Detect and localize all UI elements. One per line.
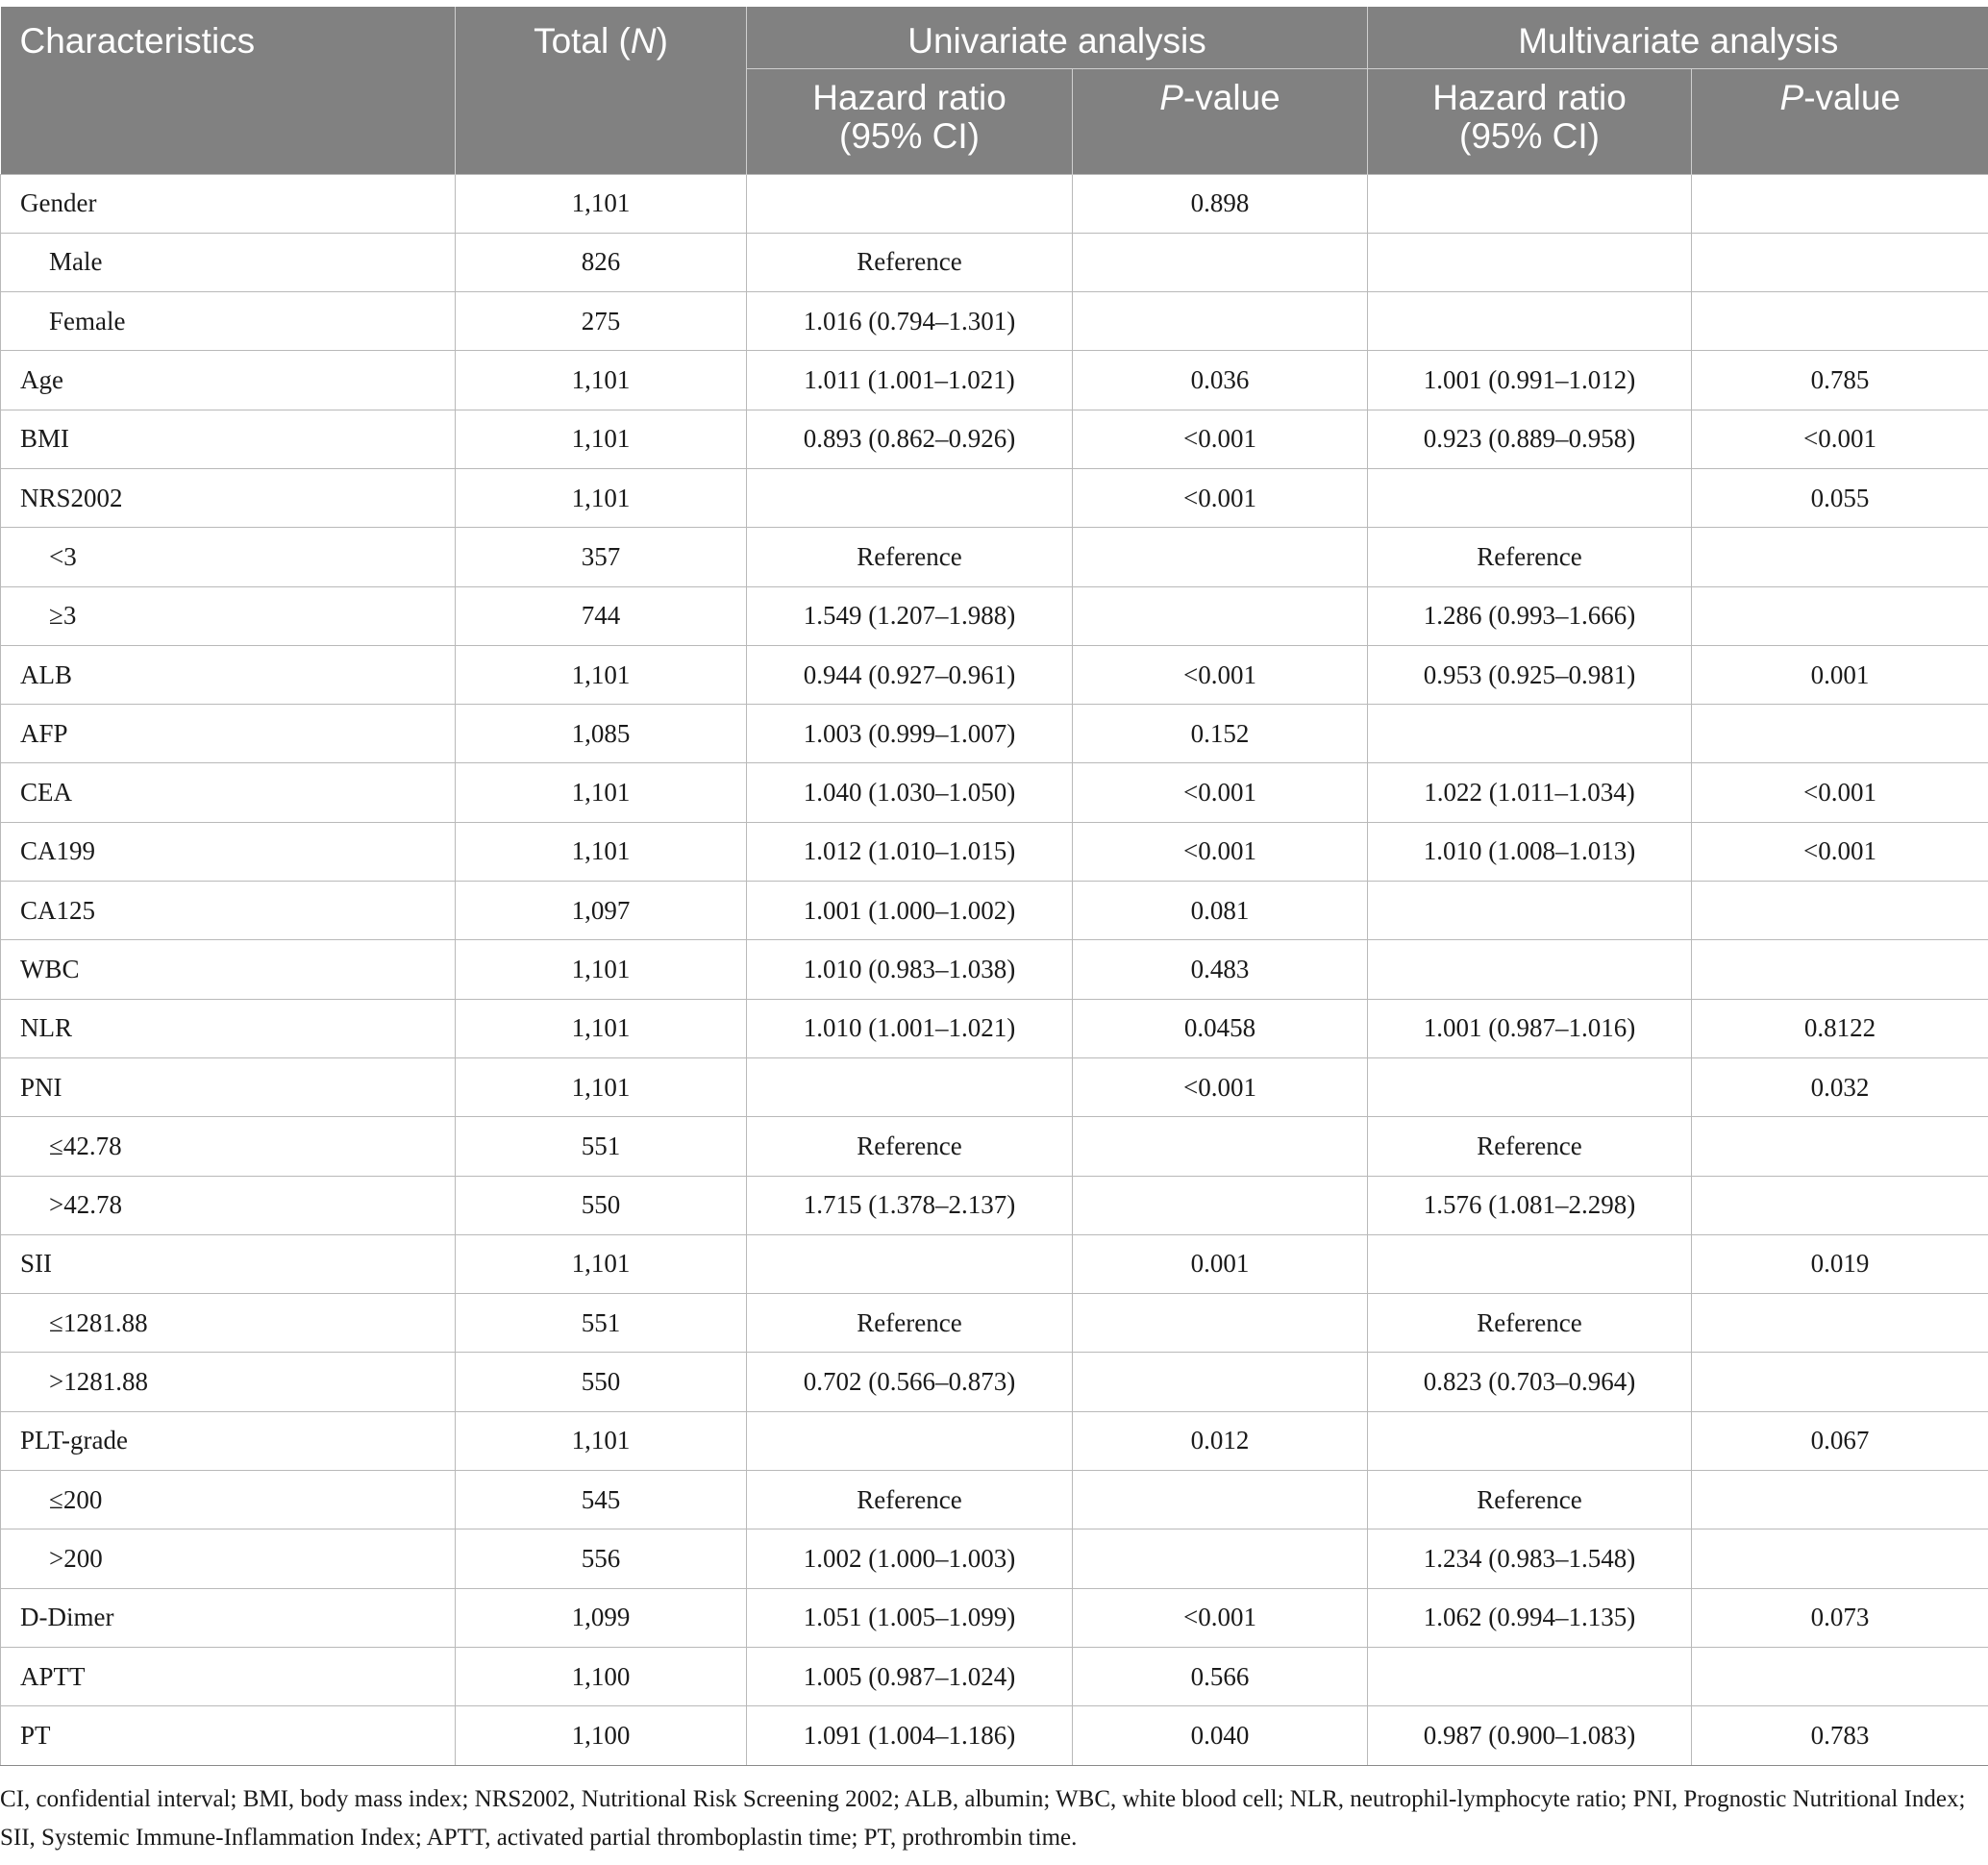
row-label: >1281.88 <box>1 1353 456 1411</box>
row-label: D-Dimer <box>1 1588 456 1647</box>
row-uni-p-value: 0.0458 <box>1073 999 1368 1057</box>
row-total: 1,101 <box>456 822 747 881</box>
row-uni-p-value: <0.001 <box>1073 645 1368 704</box>
row-multi-p-value <box>1692 1176 1988 1234</box>
table-row <box>1 410 1988 468</box>
table-row <box>1 882 1988 940</box>
row-uni-p-value: 0.152 <box>1073 705 1368 763</box>
table-row <box>1 468 1988 527</box>
row-multi-p-value: 0.019 <box>1692 1234 1988 1293</box>
table-row <box>1 1706 1988 1765</box>
table-row <box>1 351 1988 410</box>
table-row <box>1 1117 1988 1176</box>
row-uni-p-value <box>1073 1471 1368 1529</box>
row-total: 556 <box>456 1529 747 1588</box>
table-row <box>1 292 1988 351</box>
row-multi-hazard-ratio <box>1368 1647 1692 1705</box>
table-body <box>1 174 1988 1765</box>
row-label: Gender <box>1 174 456 233</box>
row-total: 550 <box>456 1353 747 1411</box>
header-univariate: Univariate analysis <box>747 7 1368 68</box>
row-label: CA125 <box>1 882 456 940</box>
row-multi-hazard-ratio <box>1368 882 1692 940</box>
row-multi-hazard-ratio <box>1368 940 1692 999</box>
row-uni-p-value <box>1073 1294 1368 1353</box>
header-total-suffix: ) <box>656 21 668 61</box>
row-label: CEA <box>1 763 456 822</box>
row-multi-hazard-ratio <box>1368 1411 1692 1470</box>
header-multi-p-italic: P <box>1779 77 1804 117</box>
header-multi-hr-line1: Hazard ratio <box>1432 77 1627 117</box>
row-uni-hazard-ratio: Reference <box>747 1471 1073 1529</box>
table-row <box>1 645 1988 704</box>
table-row <box>1 999 1988 1057</box>
row-label: NLR <box>1 999 456 1057</box>
header-uni-hr-line1: Hazard ratio <box>812 77 1006 117</box>
row-multi-p-value <box>1692 1117 1988 1176</box>
row-uni-p-value: 0.081 <box>1073 882 1368 940</box>
row-total: 1,101 <box>456 999 747 1057</box>
row-multi-hazard-ratio: 1.286 (0.993–1.666) <box>1368 586 1692 645</box>
row-label: Female <box>1 292 456 351</box>
row-uni-p-value: <0.001 <box>1073 410 1368 468</box>
header-characteristics: Characteristics <box>1 7 456 174</box>
table-row <box>1 1588 1988 1647</box>
row-multi-hazard-ratio: 1.576 (1.081–2.298) <box>1368 1176 1692 1234</box>
row-label: ≤42.78 <box>1 1117 456 1176</box>
row-total: 550 <box>456 1176 747 1234</box>
row-uni-hazard-ratio: 1.040 (1.030–1.050) <box>747 763 1073 822</box>
row-multi-hazard-ratio: 0.953 (0.925–0.981) <box>1368 645 1692 704</box>
table-row <box>1 705 1988 763</box>
table-row <box>1 1647 1988 1705</box>
row-label: PT <box>1 1706 456 1765</box>
table-row <box>1 1294 1988 1353</box>
row-uni-hazard-ratio: 1.016 (0.794–1.301) <box>747 292 1073 351</box>
row-multi-p-value <box>1692 1529 1988 1588</box>
row-label: WBC <box>1 940 456 999</box>
row-multi-hazard-ratio: 1.062 (0.994–1.135) <box>1368 1588 1692 1647</box>
row-total: 545 <box>456 1471 747 1529</box>
table-row <box>1 940 1988 999</box>
header-uni-hr-line2: (95% CI) <box>839 115 980 156</box>
row-uni-p-value <box>1073 292 1368 351</box>
row-total: 1,100 <box>456 1647 747 1705</box>
header-total-n: N <box>630 21 657 61</box>
row-label: ≥3 <box>1 586 456 645</box>
row-label: ≤1281.88 <box>1 1294 456 1353</box>
row-multi-p-value: <0.001 <box>1692 763 1988 822</box>
row-uni-p-value <box>1073 1176 1368 1234</box>
row-uni-p-value <box>1073 528 1368 586</box>
row-multi-p-value: 0.073 <box>1692 1588 1988 1647</box>
row-uni-hazard-ratio: 1.010 (0.983–1.038) <box>747 940 1073 999</box>
row-label: PNI <box>1 1057 456 1116</box>
header-multi-hr-line2: (95% CI) <box>1459 115 1600 156</box>
row-uni-hazard-ratio: 1.003 (0.999–1.007) <box>747 705 1073 763</box>
table-row <box>1 233 1988 291</box>
row-multi-p-value <box>1692 882 1988 940</box>
row-total: 1,101 <box>456 645 747 704</box>
row-label: BMI <box>1 410 456 468</box>
row-uni-hazard-ratio: 1.002 (1.000–1.003) <box>747 1529 1073 1588</box>
row-label: ALB <box>1 645 456 704</box>
row-uni-p-value: <0.001 <box>1073 763 1368 822</box>
row-multi-p-value: 0.785 <box>1692 351 1988 410</box>
row-total: 1,101 <box>456 1234 747 1293</box>
table-row <box>1 586 1988 645</box>
row-total: 551 <box>456 1117 747 1176</box>
row-uni-p-value: <0.001 <box>1073 468 1368 527</box>
row-uni-hazard-ratio <box>747 174 1073 233</box>
row-total: 1,101 <box>456 1411 747 1470</box>
row-uni-p-value <box>1073 586 1368 645</box>
row-uni-hazard-ratio: Reference <box>747 1294 1073 1353</box>
row-multi-hazard-ratio <box>1368 1234 1692 1293</box>
row-uni-p-value <box>1073 1353 1368 1411</box>
row-total: 1,085 <box>456 705 747 763</box>
row-multi-hazard-ratio <box>1368 174 1692 233</box>
row-multi-p-value: <0.001 <box>1692 410 1988 468</box>
row-multi-p-value: <0.001 <box>1692 822 1988 881</box>
row-uni-hazard-ratio: Reference <box>747 1117 1073 1176</box>
row-label: PLT-grade <box>1 1411 456 1470</box>
row-label: SII <box>1 1234 456 1293</box>
row-uni-p-value: 0.566 <box>1073 1647 1368 1705</box>
row-total: 357 <box>456 528 747 586</box>
row-uni-p-value: <0.001 <box>1073 1588 1368 1647</box>
row-uni-p-value: 0.898 <box>1073 174 1368 233</box>
row-total: 1,101 <box>456 174 747 233</box>
row-total: 1,101 <box>456 1057 747 1116</box>
row-uni-p-value: 0.483 <box>1073 940 1368 999</box>
row-uni-hazard-ratio: 0.893 (0.862–0.926) <box>747 410 1073 468</box>
row-uni-hazard-ratio: 1.549 (1.207–1.988) <box>747 586 1073 645</box>
row-multi-p-value <box>1692 1647 1988 1705</box>
row-label: AFP <box>1 705 456 763</box>
table-row <box>1 1411 1988 1470</box>
row-total: 1,101 <box>456 940 747 999</box>
row-uni-p-value: 0.001 <box>1073 1234 1368 1293</box>
row-multi-p-value <box>1692 233 1988 291</box>
row-total: 551 <box>456 1294 747 1353</box>
row-multi-hazard-ratio: Reference <box>1368 1117 1692 1176</box>
row-uni-hazard-ratio: 0.702 (0.566–0.873) <box>747 1353 1073 1411</box>
row-multi-p-value <box>1692 1471 1988 1529</box>
row-label: CA199 <box>1 822 456 881</box>
header-uni-p-value <box>1073 68 1368 174</box>
row-multi-p-value <box>1692 1294 1988 1353</box>
row-label: APTT <box>1 1647 456 1705</box>
row-multi-hazard-ratio: Reference <box>1368 528 1692 586</box>
row-uni-hazard-ratio <box>747 1057 1073 1116</box>
row-uni-hazard-ratio: 1.011 (1.001–1.021) <box>747 351 1073 410</box>
row-uni-hazard-ratio: 1.051 (1.005–1.099) <box>747 1588 1073 1647</box>
row-multi-p-value <box>1692 528 1988 586</box>
row-uni-hazard-ratio <box>747 468 1073 527</box>
table-row <box>1 1176 1988 1234</box>
row-multi-hazard-ratio: 1.010 (1.008–1.013) <box>1368 822 1692 881</box>
header-row-1 <box>1 7 1988 68</box>
row-uni-hazard-ratio: 1.010 (1.001–1.021) <box>747 999 1073 1057</box>
row-uni-p-value <box>1073 1117 1368 1176</box>
table-row <box>1 822 1988 881</box>
row-uni-hazard-ratio: 1.091 (1.004–1.186) <box>747 1706 1073 1765</box>
row-uni-hazard-ratio: 0.944 (0.927–0.961) <box>747 645 1073 704</box>
row-total: 1,101 <box>456 763 747 822</box>
row-uni-p-value: 0.040 <box>1073 1706 1368 1765</box>
row-multi-p-value <box>1692 586 1988 645</box>
row-multi-p-value: 0.8122 <box>1692 999 1988 1057</box>
table-footnote: CI, confidential interval; BMI, body mass index; NRS2002, Nutritional Risk Screening 2002; ALB, albumin; WBC, white blood cell; NLR, neutrophil-lymphocyte ratio; PNI, Prognostic Nutritional Index; SII, Systemic Immune-Inflammation Index; APTT, activated partial thromboplastin time; PT, prothrombin time. <box>0 1786 1966 1851</box>
row-uni-p-value: 0.012 <box>1073 1411 1368 1470</box>
table-row <box>1 1057 1988 1116</box>
header-multivariate: Multivariate analysis <box>1368 7 1988 68</box>
row-multi-hazard-ratio: 1.022 (1.011–1.034) <box>1368 763 1692 822</box>
table-row <box>1 1471 1988 1529</box>
row-label: Male <box>1 233 456 291</box>
row-multi-hazard-ratio: Reference <box>1368 1471 1692 1529</box>
row-label: Age <box>1 351 456 410</box>
row-uni-p-value: <0.001 <box>1073 822 1368 881</box>
row-multi-p-value: 0.055 <box>1692 468 1988 527</box>
row-uni-hazard-ratio: 1.012 (1.010–1.015) <box>747 822 1073 881</box>
row-uni-p-value <box>1073 1529 1368 1588</box>
row-multi-p-value <box>1692 174 1988 233</box>
row-total: 826 <box>456 233 747 291</box>
row-uni-p-value: <0.001 <box>1073 1057 1368 1116</box>
row-multi-hazard-ratio <box>1368 468 1692 527</box>
row-label: NRS2002 <box>1 468 456 527</box>
row-uni-hazard-ratio: 1.005 (0.987–1.024) <box>747 1647 1073 1705</box>
table-row <box>1 528 1988 586</box>
row-label: >42.78 <box>1 1176 456 1234</box>
row-uni-p-value <box>1073 233 1368 291</box>
table-row <box>1 763 1988 822</box>
row-multi-hazard-ratio <box>1368 1057 1692 1116</box>
row-total: 1,101 <box>456 468 747 527</box>
row-multi-hazard-ratio: Reference <box>1368 1294 1692 1353</box>
row-multi-hazard-ratio <box>1368 292 1692 351</box>
row-multi-hazard-ratio <box>1368 705 1692 763</box>
table-row <box>1 1234 1988 1293</box>
row-total: 744 <box>456 586 747 645</box>
header-total <box>456 7 747 174</box>
header-multi-p-rest: -value <box>1803 77 1901 117</box>
row-multi-p-value: 0.032 <box>1692 1057 1988 1116</box>
row-multi-hazard-ratio: 0.987 (0.900–1.083) <box>1368 1706 1692 1765</box>
row-multi-p-value <box>1692 1353 1988 1411</box>
row-multi-hazard-ratio: 1.234 (0.983–1.548) <box>1368 1529 1692 1588</box>
row-total: 1,101 <box>456 410 747 468</box>
row-uni-hazard-ratio: 1.715 (1.378–2.137) <box>747 1176 1073 1234</box>
row-label: >200 <box>1 1529 456 1588</box>
table-row <box>1 1353 1988 1411</box>
row-total: 275 <box>456 292 747 351</box>
row-multi-p-value <box>1692 940 1988 999</box>
row-multi-p-value: 0.783 <box>1692 1706 1988 1765</box>
row-uni-hazard-ratio: Reference <box>747 233 1073 291</box>
row-total: 1,101 <box>456 351 747 410</box>
row-total: 1,099 <box>456 1588 747 1647</box>
row-multi-hazard-ratio: 0.823 (0.703–0.964) <box>1368 1353 1692 1411</box>
table-row <box>1 174 1988 233</box>
header-total-prefix: Total ( <box>534 21 631 61</box>
row-multi-p-value <box>1692 705 1988 763</box>
row-multi-hazard-ratio: 1.001 (0.987–1.016) <box>1368 999 1692 1057</box>
row-uni-hazard-ratio <box>747 1411 1073 1470</box>
header-uni-hazard-ratio <box>747 68 1073 174</box>
table-header <box>1 7 1988 174</box>
row-multi-hazard-ratio: 0.923 (0.889–0.958) <box>1368 410 1692 468</box>
row-total: 1,097 <box>456 882 747 940</box>
header-uni-p-rest: -value <box>1182 77 1280 117</box>
row-total: 1,100 <box>456 1706 747 1765</box>
row-uni-p-value: 0.036 <box>1073 351 1368 410</box>
header-uni-p-italic: P <box>1159 77 1183 117</box>
row-label: <3 <box>1 528 456 586</box>
row-multi-p-value: 0.067 <box>1692 1411 1988 1470</box>
row-label: ≤200 <box>1 1471 456 1529</box>
row-uni-hazard-ratio: Reference <box>747 528 1073 586</box>
table-row <box>1 1529 1988 1588</box>
header-multi-p-value <box>1692 68 1988 174</box>
row-multi-hazard-ratio: 1.001 (0.991–1.012) <box>1368 351 1692 410</box>
row-multi-p-value <box>1692 292 1988 351</box>
row-multi-p-value: 0.001 <box>1692 645 1988 704</box>
results-table <box>0 7 1988 1766</box>
row-multi-hazard-ratio <box>1368 233 1692 291</box>
header-multi-hazard-ratio <box>1368 68 1692 174</box>
row-uni-hazard-ratio <box>747 1234 1073 1293</box>
row-uni-hazard-ratio: 1.001 (1.000–1.002) <box>747 882 1073 940</box>
